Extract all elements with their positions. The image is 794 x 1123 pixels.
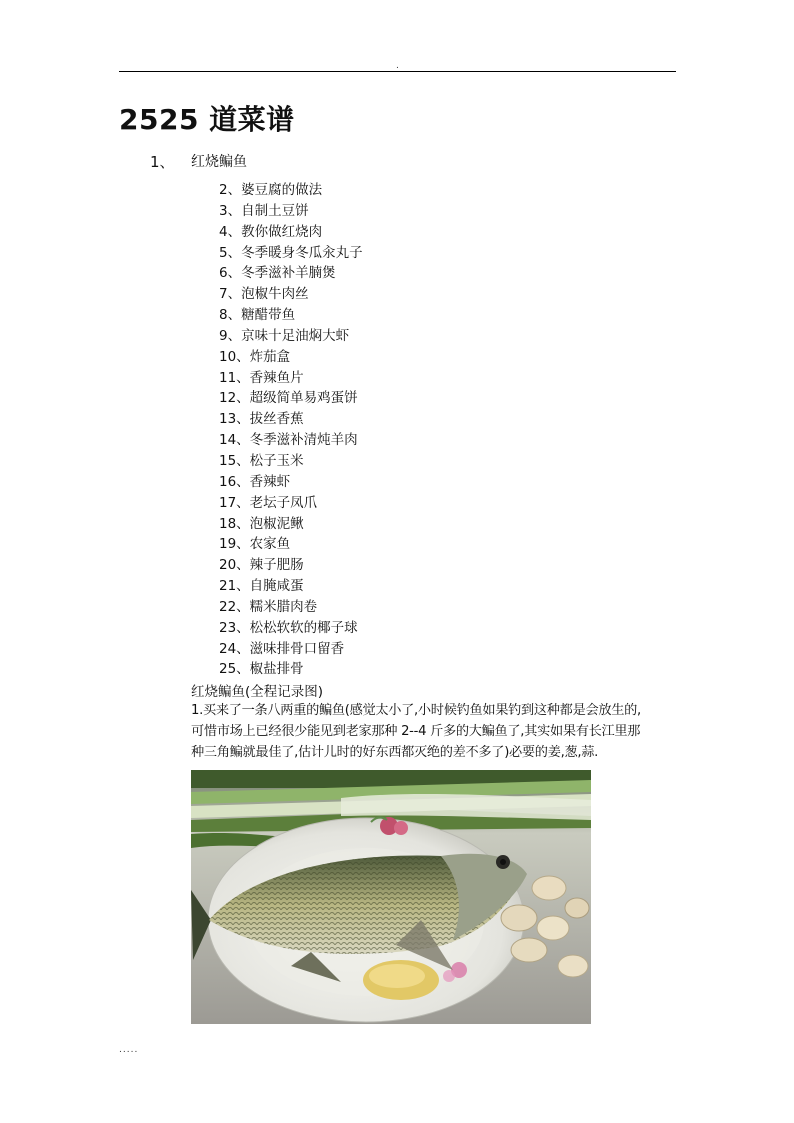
list-item: 11、香辣鱼片 (219, 369, 304, 386)
list-item: 19、农家鱼 (219, 536, 291, 553)
list-item: 4、教你做红烧肉 (219, 223, 323, 240)
list-item: 3、自制土豆饼 (219, 202, 309, 219)
list-item: 20、辣子肥肠 (219, 557, 304, 574)
list-item: 15、松子玉米 (219, 452, 304, 469)
list-item: 14、冬季滋补清炖羊肉 (219, 432, 358, 449)
first-item-number: 1、 (150, 153, 175, 171)
paragraph-line: 1.买来了一条八两重的鳊鱼(感觉太小了,小时候钓鱼如果钓到这种都是会放生的, (191, 703, 641, 718)
list-item: 22、糯米腊肉卷 (219, 598, 318, 615)
list-item: 16、香辣虾 (219, 473, 291, 490)
list-item: 18、泡椒泥鳅 (219, 515, 304, 532)
list-item: 21、自腌咸蛋 (219, 578, 304, 595)
list-item: 5、冬季暖身冬瓜汆丸子 (219, 244, 363, 261)
first-item-label: 红烧鳊鱼 (191, 154, 247, 170)
list-item: 25、椒盐排骨 (219, 661, 304, 678)
list-item: 12、超级简单易鸡蛋饼 (219, 390, 358, 407)
page-title: 2525 道菜谱 (119, 103, 295, 136)
fish-photo (191, 770, 591, 1024)
header-rule (119, 71, 676, 72)
section-subtitle: 红烧鳊鱼(全程记录图) (191, 684, 324, 700)
list-item: 17、老坛子凤爪 (219, 494, 318, 511)
list-item: 7、泡椒牛肉丝 (219, 286, 309, 303)
header-mark: . (396, 61, 399, 71)
list-item: 2、婆豆腐的做法 (219, 182, 323, 198)
recipe-list (219, 180, 363, 680)
paragraph-line: 可惜市场上已经很少能见到老家那种 2--4 斤多的大鳊鱼了,其实如果有长江里那 (191, 724, 641, 739)
list-item: 9、京味十足油焖大虾 (219, 327, 350, 344)
section-paragraph (191, 700, 683, 763)
list-item: 13、拔丝香蕉 (219, 411, 304, 428)
list-item: 23、松松软软的椰子球 (219, 619, 358, 636)
list-item: 6、冬季滋补羊腩煲 (219, 265, 336, 282)
paragraph-line: 种三角鳊就最佳了,估计儿时的好东西都灭绝的差不多了)必要的姜,葱,蒜. (191, 745, 599, 760)
list-item: 10、炸茄盒 (219, 348, 291, 365)
list-item: 24、滋味排骨口留香 (219, 640, 345, 657)
list-item: 8、糖醋带鱼 (219, 307, 296, 324)
footer-mark: ..... (119, 1045, 139, 1055)
